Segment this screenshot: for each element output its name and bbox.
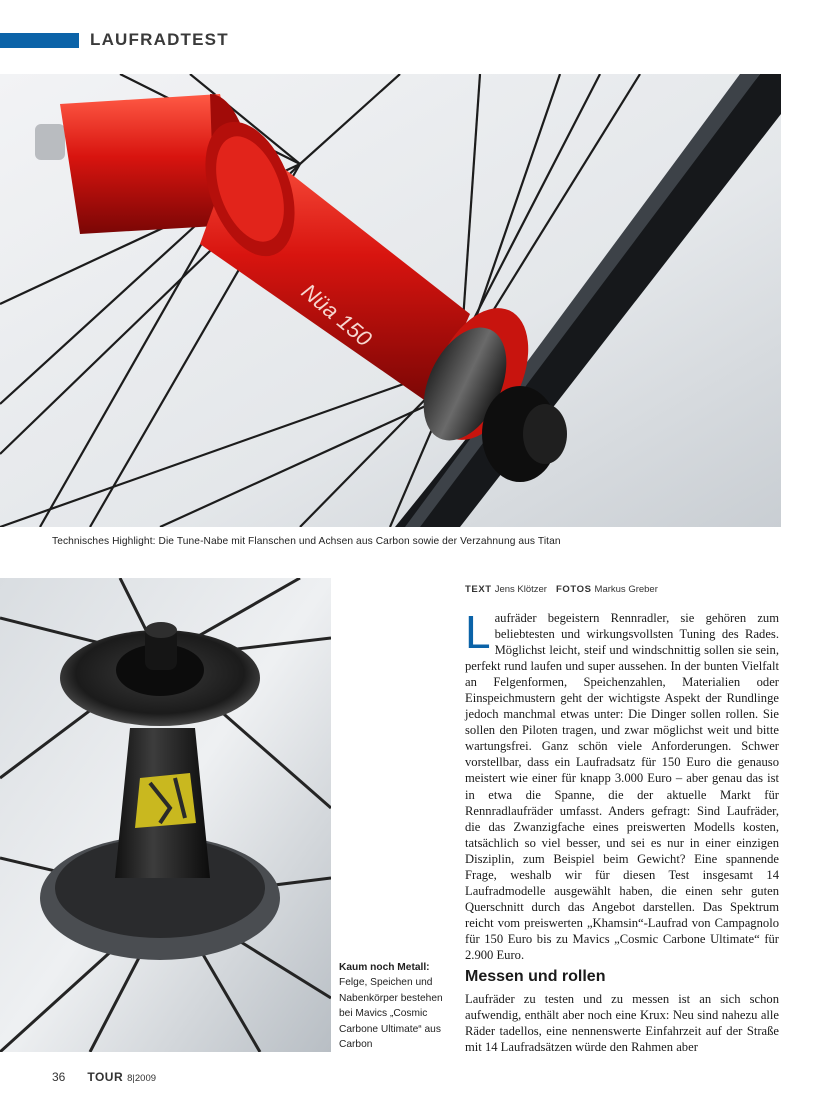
photo-mavic-hub xyxy=(0,578,331,1052)
photo-caption-side xyxy=(339,960,449,1052)
credit-text-author: Jens Klötzer xyxy=(494,584,547,595)
article-paragraph-1: aufräder begeistern Rennradler, sie gehören zum beliebtesten und wirkungsvollsten Tuning des Rades. Möglichst leicht, steif und windschnittig sollen sie sein, perfekt rund laufen und super aussehen. In der bunten Vielfalt an Felgenformen, Speichenzahlen, Materialien oder Einspeichmustern geht der wichtigste Aspekt der Rundlinge jedoch manchmal etwas unter: Die Dinger sollen rollen. Sie sollen den Piloten tragen, und zwar möglichst weit und bitte wartungsfrei. Ganz schön viele Anforderungen. Schwer vorstellbar, dass ein Laufradsatz für 150 Euro die genauso meistert wie einer für knapp 3.000 Euro – aber genau das ist in etwa die Spanne, die der aktuelle Markt für Rennradlaufräder umfasst. Anders gefragt: Sind Laufräder, die das Zwanzigfache eines preiswerten Modells kosten, tatsächlich so viel besser, und sei es nur in einer einzigen Disziplin, zum Beispiel beim Gewicht? Eine spannende Frage, weshalb wir für diesen Test insgesamt 14 Laufradmodelle ausgewählt haben, die einen sehr guten Querschnitt durch das Angebot darstellen. Das Spektrum reicht vom preiswerten „Khamsin“-Laufrad von Campagnolo für 150 Euro bis zu Mavics „Cosmic Carbone Ultimate“ für 2.900 Euro. xyxy=(465,611,779,962)
article-credits xyxy=(465,584,658,595)
article-body xyxy=(465,606,779,963)
section-title: LAUFRADTEST xyxy=(90,30,229,49)
page-footer xyxy=(52,1070,156,1084)
page-number: 36 xyxy=(52,1070,66,1084)
credit-photo-author: Markus Greber xyxy=(594,584,658,595)
credit-text-label: TEXT xyxy=(465,584,492,595)
article-paragraph-2: Laufräder zu testen und zu messen ist an sich schon aufwendig, enthält aber noch eine Krux: Neu sind nahezu alle Räder tadellos, eine nennenswerte Einfahrzeit auf der Straße mit 14 Laufradsätzen würde den Rahmen aber xyxy=(465,992,779,1055)
issue-number: 8|2009 xyxy=(127,1073,157,1084)
photo-caption-top: Technisches Highlight: Die Tune-Nabe mit Flanschen und Achsen aus Carbon sowie der Verzahnung aus Titan xyxy=(52,536,561,547)
section-color-bar xyxy=(0,33,79,48)
credit-photo-label: FOTOS xyxy=(555,584,592,595)
photo-tune-hub xyxy=(0,74,781,527)
magazine-name: TOUR xyxy=(87,1070,124,1084)
hub-logo-text: Nüa 150 xyxy=(296,278,377,352)
drop-cap: L xyxy=(465,606,491,658)
caption-side-body: Felge, Speichen und Nabenkörper bestehen bei Mavics „Cosmic Carbone Ultimate“ aus Carbon xyxy=(339,977,443,1051)
caption-side-lead: Kaum noch Metall: xyxy=(339,962,430,973)
article-subheading: Messen und rollen xyxy=(465,968,606,985)
